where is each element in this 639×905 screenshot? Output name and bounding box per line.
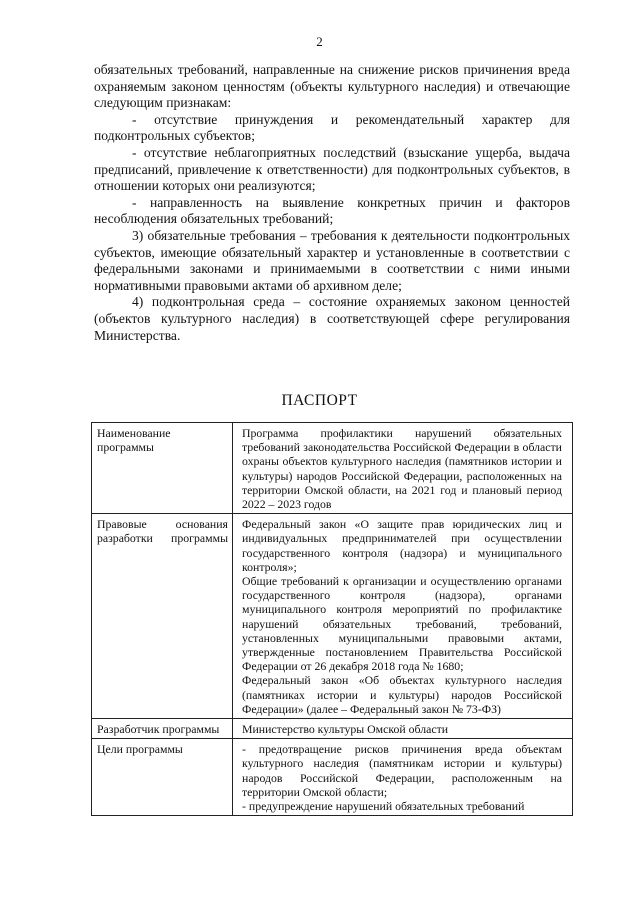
value-line: Федеральный закон «Об объектах культурного наследия (памятниках истории и культуры) народов Российской Федерации» (далее – Федеральный закон № 73-ФЗ) (242, 673, 562, 716)
passport-table (91, 422, 573, 816)
page-number: 2 (316, 34, 323, 49)
row-value (233, 423, 573, 514)
value-line: - предупреждение нарушений обязательных требований (242, 799, 525, 814)
table-row (92, 514, 573, 719)
value-line: Общие требований к организации и осуществлению органами государственного контроля (надзора), органами муниципального контроля мероприятий по профилактике нарушений обязательных требований, требований, установленных муниципальными правовыми актами, утвержденные постановлением Правительства Российской Федерации от 26 декабря 2018 года № 1680; (242, 574, 562, 674)
row-label: Цели программы (92, 739, 233, 816)
table-row (92, 423, 573, 514)
value-line: Министерство культуры Омской области (242, 722, 449, 737)
value-line: - предотвращение рисков причинения вреда объектам культурного наследия (памятникам истории и культуры) народов Российской Федерации, расположенным на территории Омской области; (242, 742, 562, 799)
paragraph: - отсутствие неблагоприятных последствий (взыскание ущерба, выдача предписаний, привлечение к ответственности) для подконтрольных субъектов, в отношении которых они реализуются; (94, 144, 570, 194)
table-row (92, 719, 573, 739)
row-label: Правовые основания разработки программы (92, 514, 233, 719)
row-value (233, 719, 573, 739)
paragraph: обязательных требований, направленные на снижение рисков причинения вреда охраняемым законом ценностям (объекты культурного наследия) и отвечающие следующим признакам: (94, 62, 570, 111)
paragraph: 4) подконтрольная среда – состояние охраняемых законом ценностей (объектов культурного наследия) в соответствующей сфере регулирования Министерства. (94, 294, 570, 343)
passport-title: ПАСПОРТ (281, 392, 358, 409)
row-label: Наименование программы (92, 423, 233, 514)
paragraph: 3) обязательные требования – требования к деятельности подконтрольных субъектов, имеющие обязательный характер и установленные в соответствии с федеральными законами и принимаемыми в соответствии с ними иными нормативными правовыми актами об архивном деле; (94, 227, 570, 293)
value-line: Федеральный закон «О защите прав юридических лиц и индивидуальных предпринимателей при осуществлении государственного контроля (надзора) и муниципального контроля»; (242, 517, 562, 574)
row-value (233, 739, 573, 816)
table-row (92, 739, 573, 816)
paragraph: - направленность на выявление конкретных причин и факторов несоблюдения обязательных требований; (94, 194, 570, 227)
row-label: Разработчик программы (92, 719, 233, 739)
body-text (94, 62, 570, 344)
value-line: Программа профилактики нарушений обязательных требований законодательства Российской Федерации в области охраны объектов культурного наследия (памятников истории и культуры) народов Российской Федерации, расположенных на территории Омской области, на 2021 год и плановый период 2022 – 2023 годов (242, 426, 562, 512)
paragraph: - отсутствие принуждения и рекомендательный характер для подконтрольных субъектов; (94, 111, 570, 144)
row-value (233, 514, 573, 719)
